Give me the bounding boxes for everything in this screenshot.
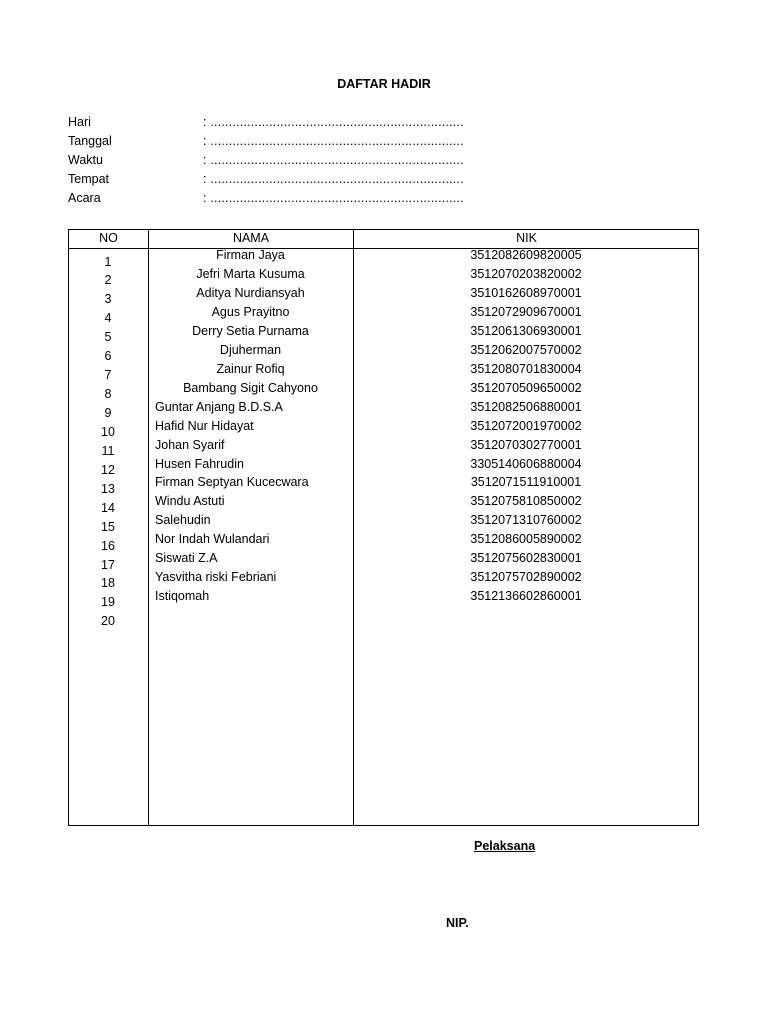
signature-role: Pelaksana	[474, 839, 536, 853]
attendee-name: Istiqomah	[155, 589, 210, 603]
row-number: 1	[104, 255, 112, 269]
header-no: NO	[99, 231, 118, 245]
attendee-nik: 3512136602860001	[470, 589, 582, 603]
attendee-nik: 3512080701830004	[470, 362, 582, 376]
attendee-name: Yasvitha riski Febriani	[155, 570, 277, 584]
attendee-name: Guntar Anjang B.D.S.A	[155, 400, 283, 414]
signature-nip: NIP.	[446, 916, 469, 930]
attendee-nik: 3512082506880001	[470, 400, 582, 414]
attendee-name: Djuherman	[219, 343, 282, 357]
row-number: 14	[101, 501, 115, 515]
field-value-tanggal: : .....................................................................	[203, 134, 464, 148]
row-number: 6	[104, 349, 112, 363]
attendee-nik: 3512071511910001	[470, 475, 582, 489]
attendance-table	[68, 229, 699, 826]
attendee-name: Salehudin	[155, 513, 211, 527]
row-number: 12	[101, 463, 115, 477]
row-number: 2	[104, 273, 112, 287]
row-number: 8	[104, 387, 112, 401]
attendee-nik: 3512070203820002	[470, 267, 582, 281]
row-number: 7	[104, 368, 112, 382]
attendee-name: Hafid Nur Hidayat	[155, 419, 254, 433]
attendee-nik: 3512061306930001	[470, 324, 582, 338]
row-number: 17	[101, 558, 115, 572]
field-label-acara: Acara	[68, 191, 101, 205]
attendee-nik: 3512071310760002	[470, 513, 582, 527]
attendee-name: Firman Septyan Kucecwara	[155, 475, 309, 489]
field-value-waktu: : .....................................................................	[203, 153, 464, 167]
attendee-name: Jefri Marta Kusuma	[196, 267, 305, 281]
field-label-waktu: Waktu	[68, 153, 103, 167]
attendee-nik: 3512072909670001	[470, 305, 582, 319]
attendee-nik: 3512075702890002	[470, 570, 582, 584]
attendee-name: Nor Indah Wulandari	[155, 532, 270, 546]
attendee-nik: 3512072001970002	[470, 419, 582, 433]
row-number: 13	[101, 482, 115, 496]
attendee-nik: 3305140606880004	[470, 457, 582, 471]
row-number: 5	[104, 330, 112, 344]
field-label-tanggal: Tanggal	[68, 134, 112, 148]
attendee-nik: 3512070302770001	[470, 438, 582, 452]
row-number: 4	[104, 311, 112, 325]
attendee-name: Siswati Z.A	[155, 551, 218, 565]
attendee-name: Aditya Nurdiansyah	[196, 286, 305, 300]
row-number: 11	[101, 444, 115, 458]
row-number: 9	[104, 406, 112, 420]
column-divider	[148, 230, 149, 825]
attendee-name: Zainur Rofiq	[216, 362, 285, 376]
attendee-nik: 3512086005890002	[470, 532, 582, 546]
field-label-tempat: Tempat	[68, 172, 109, 186]
field-value-hari: : .....................................................................	[203, 115, 464, 129]
row-number: 18	[101, 576, 115, 590]
attendee-nik: 3512082609820005	[470, 248, 582, 262]
header-nama: NAMA	[232, 231, 270, 245]
field-value-acara: : .....................................................................	[203, 191, 464, 205]
column-divider	[353, 230, 354, 825]
attendee-name: Firman Jaya	[216, 248, 285, 262]
attendee-nik: 3512075602830001	[470, 551, 582, 565]
header-nik: NIK	[516, 231, 537, 245]
attendee-name: Derry Setia Purnama	[192, 324, 309, 338]
row-number: 19	[101, 595, 115, 609]
row-number: 10	[101, 425, 115, 439]
row-number: 20	[101, 614, 115, 628]
attendee-nik: 3510162608970001	[470, 286, 582, 300]
row-number: 16	[101, 539, 115, 553]
attendee-nik: 3512062007570002	[470, 343, 582, 357]
row-number: 15	[101, 520, 115, 534]
attendee-name: Bambang Sigit Cahyono	[183, 381, 318, 395]
document-title: DAFTAR HADIR	[337, 77, 431, 91]
attendee-name: Agus Prayitno	[211, 305, 290, 319]
attendee-nik: 3512075810850002	[470, 494, 582, 508]
attendee-name: Husen Fahrudin	[155, 457, 244, 471]
field-label-hari: Hari	[68, 115, 91, 129]
attendee-nik: 3512070509650002	[470, 381, 582, 395]
attendee-name: Windu Astuti	[155, 494, 225, 508]
row-number: 3	[104, 292, 112, 306]
field-value-tempat: : .....................................................................	[203, 172, 464, 186]
attendee-name: Johan Syarif	[155, 438, 225, 452]
